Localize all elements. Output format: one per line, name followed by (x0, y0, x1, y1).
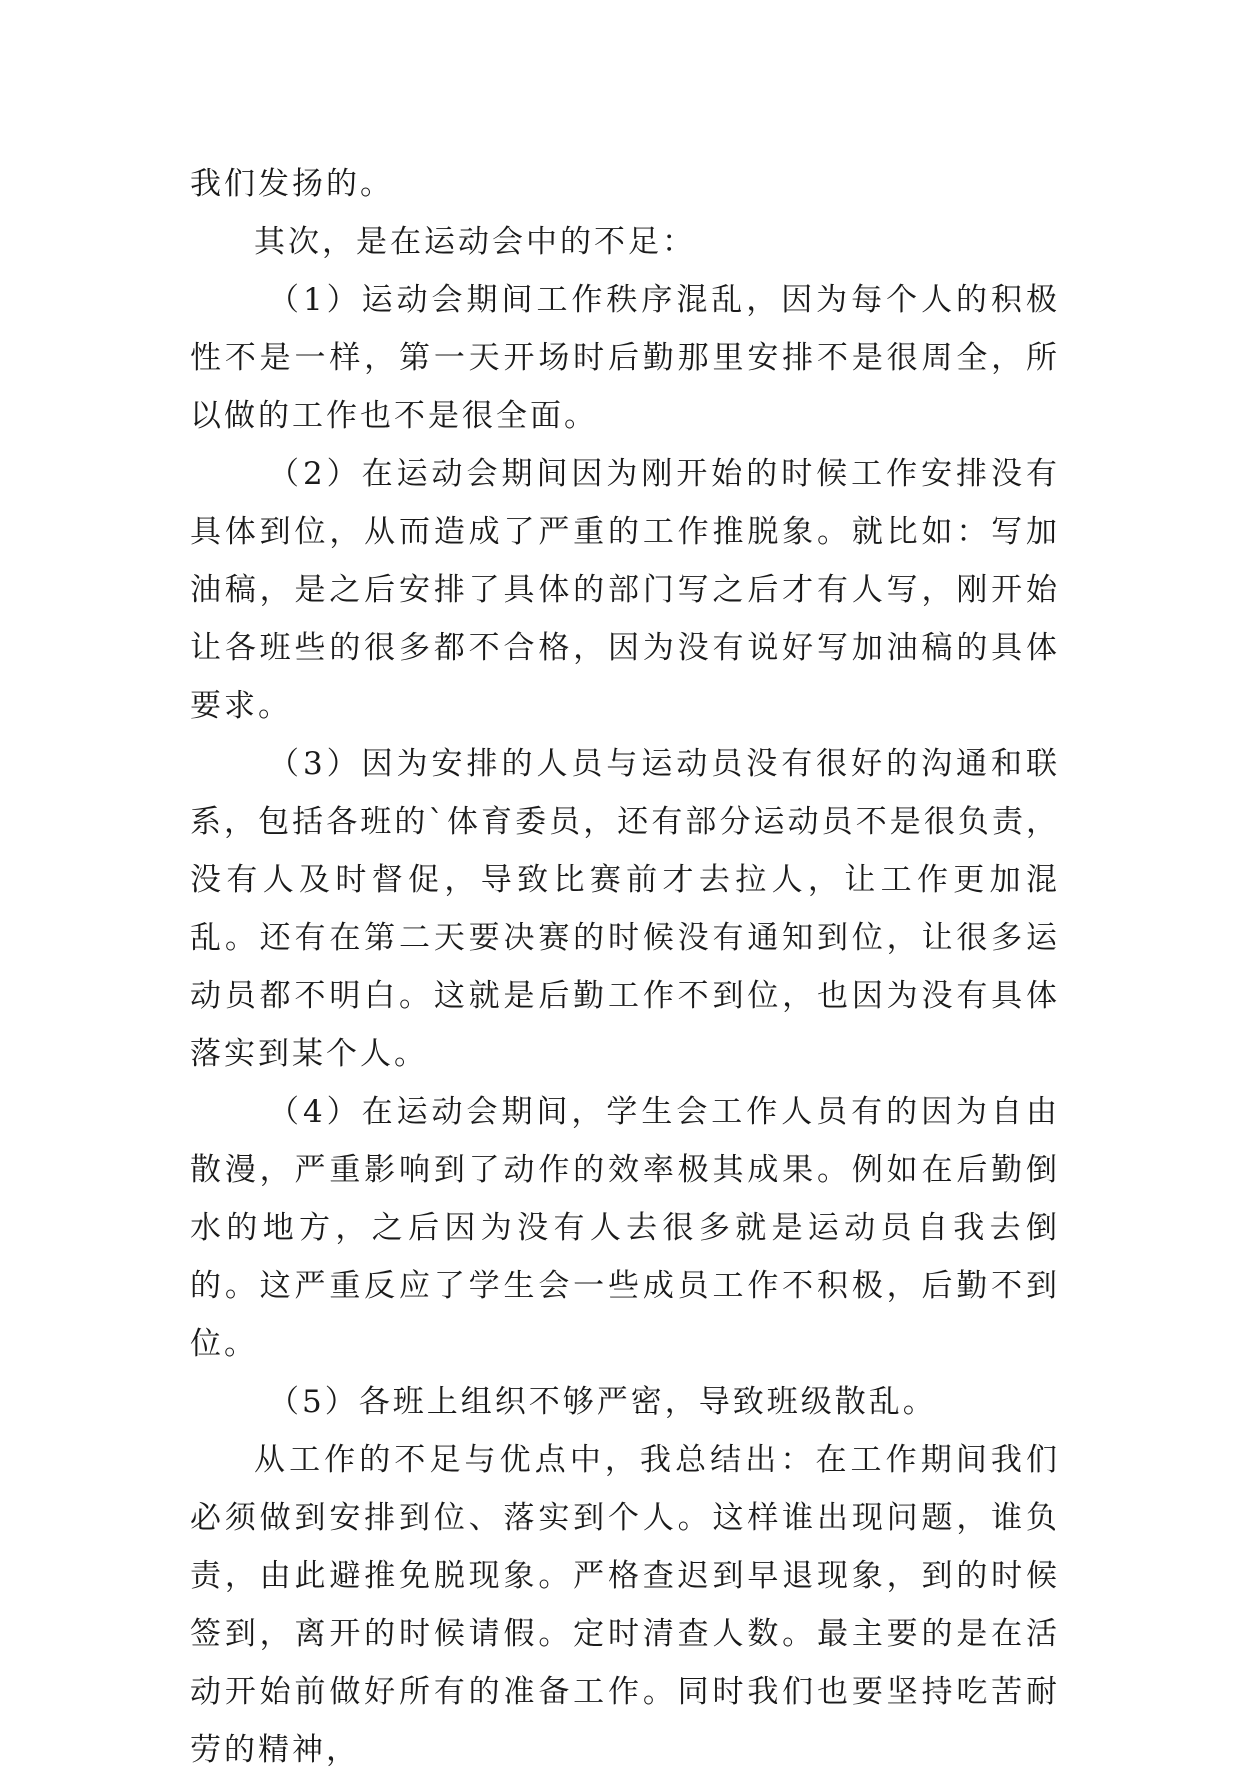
paragraph-point-4: （4）在运动会期间，学生会工作人员有的因为自由散漫，严重影响到了动作的效率极其成果。例如在后勤倒水的地方，之后因为没有人去很多就是运动员自我去倒的。这严重反应了学生会一些成员工作不积极，后勤不到位。 (190, 1094, 1060, 1362)
paragraph-continuation: 我们发扬的。 (190, 166, 394, 202)
paragraph-point-1: （1）运动会期间工作秩序混乱，因为每个人的积极性不是一样，第一天开场时后勤那里安排不是很周全，所以做的工作也不是很全面。 (190, 282, 1060, 434)
paragraph-point-3: （3）因为安排的人员与运动员没有很好的沟通和联系，包括各班的`体育委员，还有部分运动员不是很负责，没有人及时督促，导致比赛前才去拉人，让工作更加混乱。还有在第二天要决赛的时候没有通知到位，让很多运动员都不明白。这就是后勤工作不到位，也因为没有具体落实到某个人。 (190, 746, 1060, 1072)
paragraph-shortcomings-intro: 其次，是在运动会中的不足： (254, 224, 696, 260)
document-body (190, 155, 1060, 1779)
paragraph-point-2: （2）在运动会期间因为刚开始的时候工作安排没有具体到位，从而造成了严重的工作推脱象。就比如：写加油稿，是之后安排了具体的部门写之后才有人写，刚开始让各班些的很多都不合格，因为没有说好写加油稿的具体要求。 (190, 456, 1060, 724)
paragraph-conclusion: 从工作的不足与优点中，我总结出：在工作期间我们必须做到安排到位、落实到个人。这样谁出现问题，谁负责，由此避推免脱现象。严格查迟到早退现象，到的时候签到，离开的时候请假。定时清查人数。最主要的是在活动开始前做好所有的准备工作。同时我们也要坚持吃苦耐劳的精神， (190, 1442, 1060, 1768)
paragraph-point-5: （5）各班上组织不够严密，导致班级散乱。 (268, 1384, 937, 1420)
